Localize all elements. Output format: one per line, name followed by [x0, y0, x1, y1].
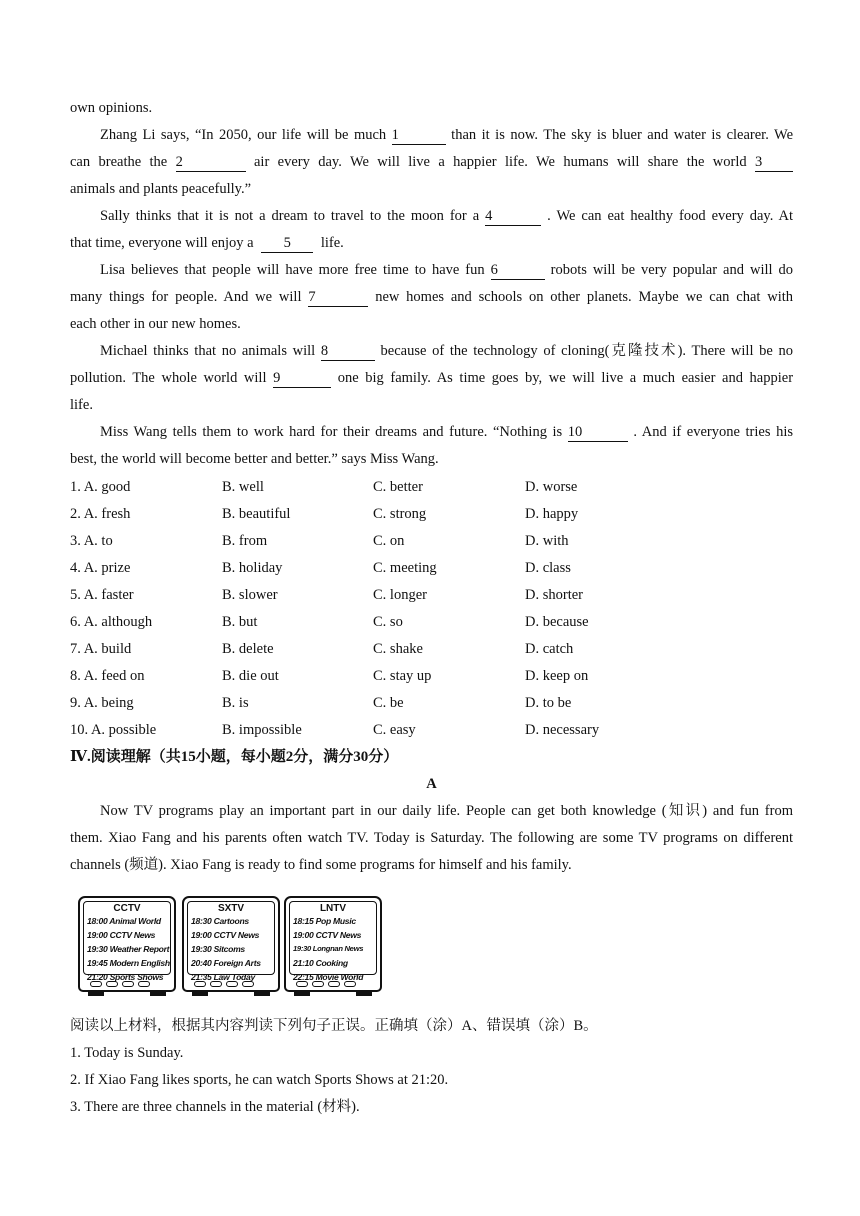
option-d: D. happy: [525, 506, 579, 522]
option-b: B. from: [222, 533, 268, 549]
option-d: D. with: [525, 533, 569, 549]
option-c: C. meeting: [373, 560, 437, 576]
question-1: 1. Today is Sunday.: [70, 1045, 184, 1061]
option-c: C. so: [373, 614, 403, 630]
option-c: C. on: [373, 533, 405, 549]
option-b: B. well: [222, 479, 264, 495]
option-c: C. longer: [373, 587, 427, 603]
option-b: B. is: [222, 695, 249, 711]
program-item: 19:30 Sitcoms: [191, 944, 245, 954]
passage-line: [70, 368, 793, 388]
option-a: 3. A. to: [70, 533, 113, 549]
option-a: 5. A. faster: [70, 587, 134, 603]
passage-text: new homes and schools on other planets. Maybe we can chat with: [375, 289, 794, 305]
passage-line: [70, 449, 793, 469]
program-item: 21:35 Law Today: [191, 972, 255, 982]
tv-knob-icon: [296, 981, 308, 987]
tv-knob-icon: [242, 981, 254, 987]
section-heading: Ⅳ.阅读理解（共15小题，每小题2分，满分30分）: [70, 749, 399, 765]
passage-text: best, the world will become better and better.” says Miss Wang.: [70, 451, 439, 467]
passage-line: [70, 260, 793, 280]
question-instruction: 阅读以上材料，根据其内容判读下列句子正误。正确填（涂）A、错误填（涂）B。: [70, 1018, 598, 1034]
tv-knob-icon: [138, 981, 150, 987]
option-a: 9. A. being: [70, 695, 134, 711]
passage-line: [70, 98, 793, 118]
tv-stand-icon: [88, 991, 104, 996]
tv-stand-icon: [150, 991, 166, 996]
passage-text: Lisa believes that people will have more free time to have fun: [100, 262, 485, 278]
tv-knob-icon: [122, 981, 134, 987]
option-d: D. to be: [525, 695, 572, 711]
answer-blank-3: 3: [755, 154, 793, 172]
passage-text: each other in our new homes.: [70, 316, 241, 332]
tv-set-lntv: [284, 896, 382, 992]
channel-name: SXTV: [217, 903, 245, 914]
question-3: 3. There are three channels in the material (材料).: [70, 1099, 360, 1115]
option-d: D. because: [525, 614, 589, 630]
tv-set-sxtv: [182, 896, 280, 992]
tv-knob-icon: [210, 981, 222, 987]
option-c: C. shake: [373, 641, 423, 657]
option-c: C. easy: [373, 722, 416, 738]
tv-screen: [187, 901, 275, 982]
program-item: 19:00 CCTV News: [191, 930, 260, 940]
passage-text: Miss Wang tells them to work hard for their dreams and future. “Nothing is: [100, 424, 563, 440]
passage-text: than it is now. The sky is bluer and water is clearer. We: [451, 127, 794, 143]
option-a: 4. A. prize: [70, 560, 131, 576]
option-a: 7. A. build: [70, 641, 132, 657]
tv-stand-icon: [294, 991, 310, 996]
answer-blank-4: 4: [485, 208, 541, 226]
passage-text: Zhang Li says, “In 2050, our life will be much: [100, 127, 387, 143]
tv-knob-icon: [328, 981, 340, 987]
tv-set-cctv: [78, 896, 176, 992]
tv-stand-icon: [356, 991, 372, 996]
program-item: 18:15 Pop Music: [293, 916, 356, 926]
passage-text: own opinions.: [70, 100, 153, 116]
answer-blank-2: 2: [176, 154, 246, 172]
option-d: D. class: [525, 560, 571, 576]
answer-blank-6: 6: [491, 262, 545, 280]
program-item: 19:00 CCTV News: [293, 930, 362, 940]
passage-text: . We can eat healthy food every day. At: [547, 208, 794, 224]
passage-line: [70, 314, 793, 334]
passage-line: [70, 125, 793, 145]
program-item: 19:30 Longnan News: [293, 944, 364, 953]
option-c: C. be: [373, 695, 404, 711]
program-item: 22:15 Movie World: [293, 972, 364, 982]
answer-blank-1: 1: [392, 127, 446, 145]
answer-blank-10: 10: [568, 424, 628, 442]
passage-line: [70, 341, 793, 361]
option-c: C. stay up: [373, 668, 432, 684]
option-d: D. keep on: [525, 668, 589, 684]
tv-knob-icon: [312, 981, 324, 987]
tv-knob-icon: [106, 981, 118, 987]
passage-text: can breathe the: [70, 154, 168, 170]
option-b: B. beautiful: [222, 506, 291, 522]
program-item: 19:00 CCTV News: [87, 930, 156, 940]
answer-blank-7: 7: [308, 289, 368, 307]
reading-line: them. Xiao Fang and his parents often watch TV. Today is Saturday. The following are some TV programs on different: [70, 830, 793, 846]
option-b: B. holiday: [222, 560, 283, 576]
answer-blank-8: 8: [321, 343, 375, 361]
passage-text: many things for people. And we will: [70, 289, 302, 305]
passage-line: [70, 422, 793, 442]
option-d: D. worse: [525, 479, 578, 495]
option-a: 8. A. feed on: [70, 668, 145, 684]
program-item: 18:00 Animal World: [87, 916, 161, 926]
tv-programs-illustration: [78, 896, 380, 1000]
option-a: 2. A. fresh: [70, 506, 131, 522]
tv-knob-icon: [194, 981, 206, 987]
passage-text: air every day. We will live a happier life. We humans will share the world: [254, 154, 747, 170]
passage-text: because of the technology of cloning(克隆技术). There will be no: [380, 343, 794, 359]
option-d: D. shorter: [525, 587, 583, 603]
option-a: 6. A. although: [70, 614, 153, 630]
reading-line: Now TV programs play an important part in our daily life. People can get both knowledge (知识) and fun from: [100, 803, 793, 819]
passage-line: [70, 287, 793, 307]
option-b: B. delete: [222, 641, 274, 657]
passage-text: robots will be very popular and will do: [550, 262, 794, 278]
option-d: D. catch: [525, 641, 574, 657]
option-a: 1. A. good: [70, 479, 131, 495]
question-2: 2. If Xiao Fang likes sports, he can watch Sports Shows at 21:20.: [70, 1072, 449, 1088]
program-item: 19:30 Weather Report: [87, 944, 170, 954]
passage-text: animals and plants peacefully.”: [70, 181, 252, 197]
program-item: 21:10 Cooking: [293, 958, 348, 968]
passage-text: . And if everyone tries his: [633, 424, 793, 440]
passage-line: [70, 206, 793, 226]
program-item: 20:40 Foreign Arts: [191, 958, 261, 968]
passage-text: life.: [320, 235, 344, 251]
passage-text: Michael thinks that no animals will: [100, 343, 316, 359]
passage-line: [70, 152, 793, 172]
channel-name: CCTV: [113, 903, 141, 914]
option-c: C. better: [373, 479, 423, 495]
passage-text: Sally thinks that it is not a dream to travel to the moon for a: [100, 208, 480, 224]
tv-knob-icon: [90, 981, 102, 987]
tv-screen: [83, 901, 171, 982]
passage-text: life.: [70, 397, 93, 413]
passage-line: [70, 233, 793, 253]
program-item: 21:20 Sports Shows: [87, 972, 164, 982]
passage-line: [70, 179, 793, 199]
program-item: 18:30 Cartoons: [191, 916, 249, 926]
passage-text: pollution. The whole world will: [70, 370, 267, 386]
reading-line: channels (频道). Xiao Fang is ready to find some programs for himself and his family.: [70, 857, 572, 873]
option-b: B. die out: [222, 668, 279, 684]
option-b: B. but: [222, 614, 258, 630]
passage-text: one big family. As time goes by, we will live a much easier and happier: [337, 370, 794, 386]
program-item: 19:45 Modern English: [87, 958, 170, 968]
answer-blank-9: 9: [273, 370, 331, 388]
option-d: D. necessary: [525, 722, 600, 738]
answer-blank-5: 5: [261, 235, 313, 253]
option-b: B. slower: [222, 587, 278, 603]
channel-name: LNTV: [319, 903, 347, 914]
tv-knob-icon: [226, 981, 238, 987]
part-label: A: [426, 776, 437, 792]
option-c: C. strong: [373, 506, 427, 522]
tv-knob-icon: [344, 981, 356, 987]
passage-text: that time, everyone will enjoy a: [70, 235, 254, 251]
tv-stand-icon: [254, 991, 270, 996]
option-b: B. impossible: [222, 722, 302, 738]
tv-stand-icon: [192, 991, 208, 996]
passage-line: [70, 395, 793, 415]
tv-screen: [289, 901, 377, 982]
option-a: 10. A. possible: [70, 722, 157, 738]
